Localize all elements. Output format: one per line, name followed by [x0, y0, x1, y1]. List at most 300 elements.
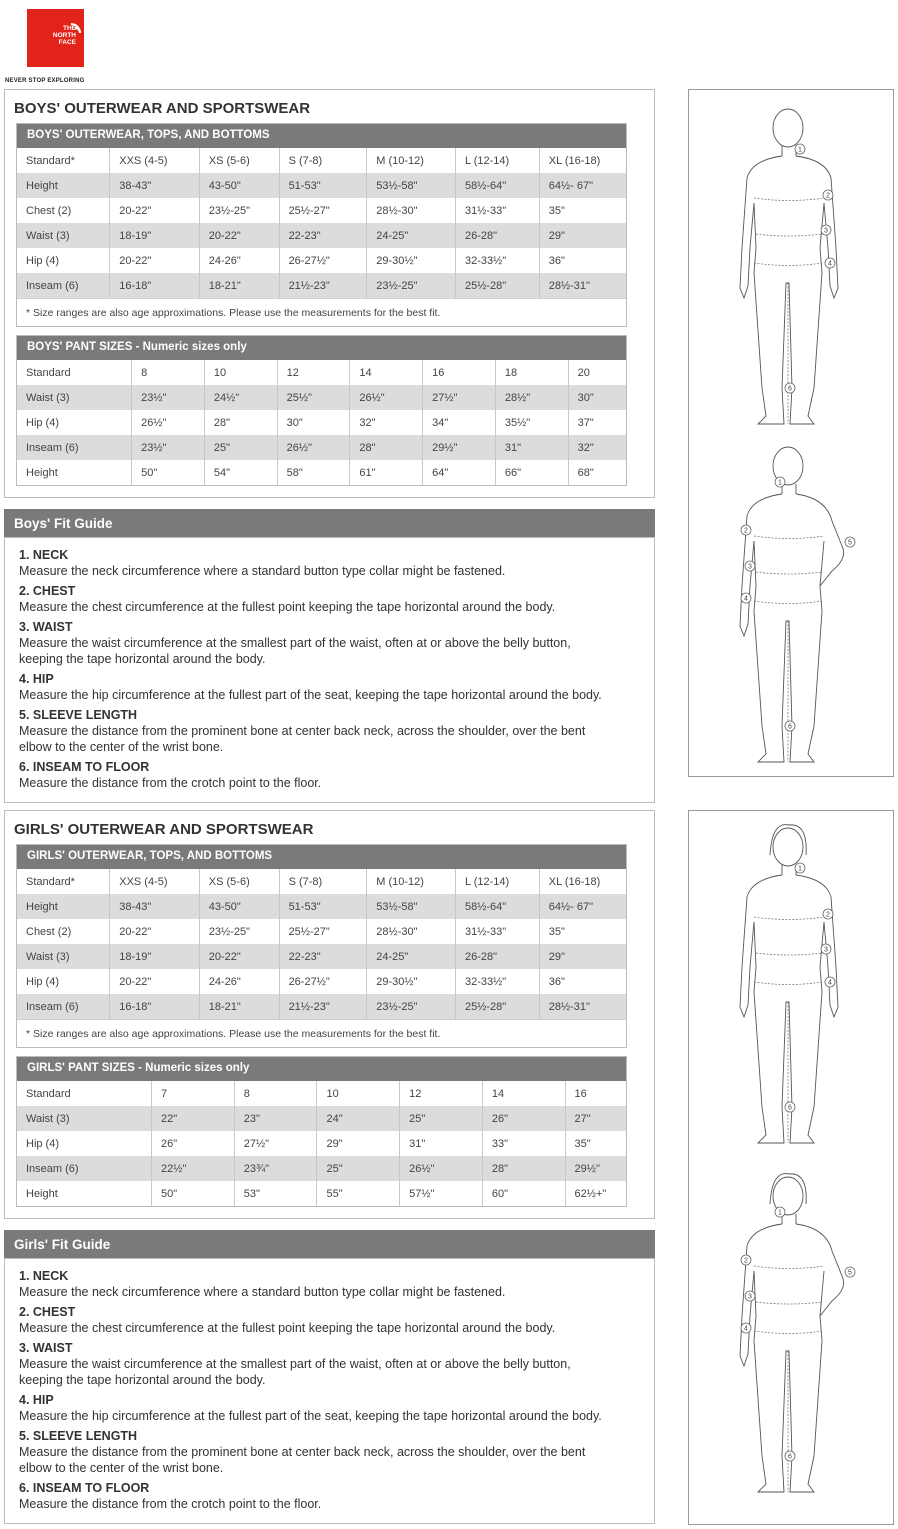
- table-cell: 22½": [152, 1156, 235, 1181]
- table-cell: 30": [568, 385, 626, 410]
- hair: [770, 1174, 806, 1204]
- table-cell: 23½-25": [199, 198, 279, 223]
- table-cell: 27": [565, 1106, 626, 1131]
- measurement-marker: [745, 1291, 755, 1301]
- neck: [782, 146, 796, 156]
- table-header: BOYS' PANT SIZES - Numeric sizes only: [17, 336, 626, 360]
- table-cell: 58": [277, 460, 350, 485]
- fit-guide-item-title: 1. NECK: [19, 548, 69, 562]
- table-cell: Standard*: [26, 154, 75, 167]
- table-cell: Inseam (6): [17, 273, 110, 298]
- table-cell: 23½": [132, 435, 205, 460]
- boys-section-title: BOYS' OUTERWEAR AND SPORTSWEAR: [14, 100, 311, 117]
- table-row: [17, 385, 626, 410]
- table-cell: 53": [234, 1181, 317, 1206]
- fit-guide-item-text: Measure the chest circumference at the fullest point keeping the tape horizontal around the body.: [19, 600, 556, 614]
- table-cell: 28½-31": [539, 273, 626, 298]
- table-cell: 32-33½": [455, 969, 539, 994]
- table-header: GIRLS' OUTERWEAR, TOPS, AND BOTTOMS: [17, 845, 626, 869]
- size-table: [17, 148, 626, 298]
- fit-guide-item-title: 6. INSEAM TO FLOOR: [19, 760, 150, 774]
- fit-guide-item: [19, 1304, 555, 1336]
- chest-tape: [754, 1266, 824, 1269]
- measurement-marker: [825, 977, 835, 987]
- table-cell: 18-19": [110, 223, 200, 248]
- table-cell: Height: [26, 466, 58, 479]
- table-cell: 29": [539, 944, 626, 969]
- table-cell: 29": [539, 223, 626, 248]
- table-cell: 64½- 67": [539, 894, 626, 919]
- svg-text:2: 2: [826, 192, 830, 200]
- table-cell: 25½-28": [455, 273, 539, 298]
- fit-guide-item-title: 3. WAIST: [19, 1341, 73, 1355]
- fit-guide-item: [19, 1340, 571, 1388]
- table-cell: 27½": [234, 1131, 317, 1156]
- table-cell: 35": [539, 198, 626, 223]
- table-cell: M (10-12): [367, 148, 456, 173]
- table-row: [17, 410, 626, 435]
- svg-text:4: 4: [744, 1325, 748, 1333]
- table-cell: 18: [495, 360, 568, 385]
- table-cell: 28½-30": [367, 198, 456, 223]
- table-cell: 43-50": [199, 894, 279, 919]
- fit-guide-item-text: keeping the tape horizontal around the body.: [19, 652, 266, 666]
- table-cell: 8: [132, 360, 205, 385]
- table-cell: 26": [482, 1106, 565, 1131]
- table-cell: 25½-27": [279, 919, 367, 944]
- size-table: [17, 1081, 626, 1206]
- measurement-marker: [741, 525, 751, 535]
- table-cell: 23½-25": [367, 273, 456, 298]
- svg-text:4: 4: [744, 595, 748, 603]
- measurement-marker: [775, 1207, 785, 1217]
- table-row: [17, 1156, 626, 1181]
- table-cell: Waist (3): [17, 385, 132, 410]
- table-row: [17, 994, 626, 1019]
- fit-guide-item-text: Measure the distance from the prominent bone at center back neck, across the shoulder, over the bent: [19, 724, 586, 738]
- table-cell: 31½-33": [455, 919, 539, 944]
- chest-tape: [754, 536, 824, 539]
- table-cell: 24-26": [199, 248, 279, 273]
- svg-text:3: 3: [748, 1293, 752, 1301]
- measurement-marker: [785, 383, 795, 393]
- table-cell: 53½-58": [367, 173, 456, 198]
- table-cell: S (7-8): [279, 148, 367, 173]
- table-row: [17, 435, 626, 460]
- table-cell: 23½-25": [199, 919, 279, 944]
- fit-guide-item: [19, 1428, 585, 1476]
- svg-text:2: 2: [744, 527, 748, 535]
- boys-figure-panel: [688, 89, 894, 777]
- table-cell: XXS (4-5): [110, 869, 200, 894]
- table-cell: Standard: [26, 366, 71, 379]
- table-cell: 25½-27": [279, 198, 367, 223]
- table-cell: 14: [350, 360, 423, 385]
- table-cell: 24½": [204, 385, 277, 410]
- table-cell: 25½": [277, 385, 350, 410]
- table-cell: Chest (2): [26, 204, 72, 217]
- table-cell: Standard*: [26, 875, 75, 888]
- svg-text:3: 3: [824, 227, 828, 235]
- table-cell: Standard: [26, 1087, 71, 1100]
- fit-guide-item-title: 1. NECK: [19, 1269, 69, 1283]
- measurement-marker: [785, 1451, 795, 1461]
- fit-guide-item-text: Measure the distance from the crotch point to the floor.: [19, 1497, 322, 1511]
- fit-guide-item: [19, 707, 585, 755]
- size-note: * Size ranges are also age approximations. Please use the measurements for the best fit.: [17, 1019, 626, 1047]
- table-cell: 27½": [423, 385, 496, 410]
- fit-guide-item-text: Measure the chest circumference at the fullest point keeping the tape horizontal around the body.: [19, 1321, 556, 1335]
- table-cell: 18-21": [199, 273, 279, 298]
- measurement-marker: [745, 561, 755, 571]
- table-cell: 35": [565, 1131, 626, 1156]
- waist-tape: [756, 1302, 822, 1304]
- left-arm: [740, 156, 782, 298]
- table-cell: 20-22": [110, 969, 200, 994]
- measurement-marker: [741, 593, 751, 603]
- fit-guide-item-text: Measure the hip circumference at the fullest part of the seat, keeping the tape horizontal around the body.: [19, 1409, 602, 1423]
- table-row: [17, 460, 626, 485]
- table-cell: 16-18": [110, 994, 200, 1019]
- table-cell: 28½": [495, 385, 568, 410]
- measurement-marker: [823, 909, 833, 919]
- hip-tape: [754, 982, 822, 985]
- measurement-marker: [795, 863, 805, 873]
- table-cell: 21½-23": [279, 273, 367, 298]
- table-cell: 12: [400, 1081, 483, 1106]
- table-cell: Inseam (6): [17, 1156, 152, 1181]
- table-row: [17, 1081, 626, 1106]
- table-cell: 29½": [565, 1156, 626, 1181]
- table-cell: 43-50": [199, 173, 279, 198]
- girl-back-figure: [689, 1156, 895, 1521]
- table-cell: 24-25": [367, 944, 456, 969]
- table-header: GIRLS' PANT SIZES - Numeric sizes only: [17, 1057, 626, 1081]
- table-cell: 51-53": [279, 894, 367, 919]
- brand-tagline: NEVER STOP EXPLORING: [5, 78, 85, 84]
- table-cell: 29½": [423, 435, 496, 460]
- table-cell: 50": [132, 460, 205, 485]
- table-cell: 20: [568, 360, 626, 385]
- fit-guide-item-title: 4. HIP: [19, 672, 54, 686]
- table-cell: 26½": [350, 385, 423, 410]
- table-cell: Waist (3): [17, 223, 110, 248]
- head: [773, 828, 803, 866]
- table-cell: Inseam (6): [17, 994, 110, 1019]
- table-cell: Waist (3): [17, 1106, 152, 1131]
- measurement-marker: [845, 537, 855, 547]
- table-cell: M (10-12): [367, 869, 456, 894]
- left-arm: [740, 875, 782, 1017]
- table-cell: XS (5-6): [199, 869, 279, 894]
- girls-fit-guide: [4, 1258, 655, 1524]
- waist-tape: [756, 572, 822, 574]
- fit-guide-item-title: 2. CHEST: [19, 1305, 76, 1319]
- table-cell: Hip (4): [26, 975, 60, 988]
- table-cell: 20-22": [110, 248, 200, 273]
- table-row: [17, 1106, 626, 1131]
- fit-guide-item: [19, 583, 555, 615]
- fit-guide-item: [19, 1392, 602, 1424]
- table-cell: 26½": [132, 410, 205, 435]
- table-cell: 28": [204, 410, 277, 435]
- fit-guide-item-title: 5. SLEEVE LENGTH: [19, 708, 138, 722]
- table-row: [17, 1181, 626, 1206]
- table-cell: 21½-23": [279, 994, 367, 1019]
- table-cell: 20-22": [199, 944, 279, 969]
- boy-back-figure: [689, 430, 895, 775]
- table-row: [17, 360, 626, 385]
- table-cell: Inseam (6): [17, 435, 132, 460]
- table-cell: 20-22": [110, 919, 200, 944]
- chest-tape: [754, 198, 824, 201]
- measurement-marker: [821, 225, 831, 235]
- table-row: [17, 173, 626, 198]
- measurement-marker: [795, 144, 805, 154]
- table-cell: 16: [565, 1081, 626, 1106]
- chest-tape: [754, 917, 824, 920]
- svg-text:1: 1: [778, 1209, 782, 1217]
- boy-front-figure: [689, 90, 895, 430]
- table-row: [17, 273, 626, 298]
- table-cell: 66": [495, 460, 568, 485]
- table-cell: 37": [568, 410, 626, 435]
- fit-guide-item-text: elbow to the center of the wrist bone.: [19, 740, 224, 754]
- table-row: [17, 944, 626, 969]
- table-row: [17, 248, 626, 273]
- measurement-marker: [741, 1323, 751, 1333]
- table-cell: 38-43": [110, 894, 200, 919]
- svg-text:1: 1: [778, 479, 782, 487]
- table-cell: Hip (4): [26, 1137, 60, 1150]
- table-row: [17, 894, 626, 919]
- fit-guide-item-text: Measure the waist circumference at the smallest part of the waist, often at or above the belly button,: [19, 1357, 571, 1371]
- girls-pants-table: [16, 1056, 627, 1207]
- table-cell: 18-19": [110, 944, 200, 969]
- table-cell: 26½": [400, 1156, 483, 1181]
- svg-text:1: 1: [798, 146, 802, 154]
- svg-text:2: 2: [744, 1257, 748, 1265]
- girl-front-figure: [689, 811, 895, 1156]
- table-cell: 64": [423, 460, 496, 485]
- table-cell: 28": [482, 1156, 565, 1181]
- table-cell: 68": [568, 460, 626, 485]
- fit-guide-item-text: Measure the neck circumference where a standard button type collar might be fastened.: [19, 1285, 506, 1299]
- table-cell: 22-23": [279, 944, 367, 969]
- table-cell: 57½": [400, 1181, 483, 1206]
- table-cell: 8: [234, 1081, 317, 1106]
- table-cell: 25": [400, 1106, 483, 1131]
- table-cell: 51-53": [279, 173, 367, 198]
- table-cell: L (12-14): [455, 869, 539, 894]
- fit-guide-item: [19, 547, 505, 579]
- table-cell: 35½": [495, 410, 568, 435]
- fit-guide-item-title: 3. WAIST: [19, 620, 73, 634]
- measurement-marker: [845, 1267, 855, 1277]
- table-cell: 23½": [132, 385, 205, 410]
- table-cell: 26-28": [455, 223, 539, 248]
- boys-pants-table: [16, 335, 627, 486]
- table-cell: 22-23": [279, 223, 367, 248]
- fit-guide-item: [19, 1480, 321, 1512]
- svg-text:4: 4: [828, 260, 832, 268]
- table-cell: XS (5-6): [199, 148, 279, 173]
- table-cell: 16-18": [110, 273, 200, 298]
- table-cell: 34": [423, 410, 496, 435]
- table-cell: 54": [204, 460, 277, 485]
- table-cell: 26½": [277, 435, 350, 460]
- table-cell: 26": [152, 1131, 235, 1156]
- neck: [782, 865, 796, 875]
- table-cell: 38-43": [110, 173, 200, 198]
- table-cell: XXS (4-5): [110, 148, 200, 173]
- waist-tape: [756, 953, 822, 955]
- measurement-marker: [785, 1102, 795, 1112]
- fit-guide-item-title: 6. INSEAM TO FLOOR: [19, 1481, 150, 1495]
- table-cell: 24-26": [199, 969, 279, 994]
- girls-figure-panel: [688, 810, 894, 1525]
- table-cell: 23": [234, 1106, 317, 1131]
- table-row: [17, 223, 626, 248]
- svg-text:4: 4: [828, 979, 832, 987]
- table-cell: 14: [482, 1081, 565, 1106]
- table-cell: Waist (3): [17, 944, 110, 969]
- table-cell: 10: [204, 360, 277, 385]
- table-cell: 25½-28": [455, 994, 539, 1019]
- table-cell: 60": [482, 1181, 565, 1206]
- fit-guide-item-text: Measure the neck circumference where a standard button type collar might be fastened.: [19, 564, 506, 578]
- table-cell: 25": [204, 435, 277, 460]
- fit-guide-item-text: Measure the distance from the crotch point to the floor.: [19, 776, 322, 790]
- table-cell: 23¾": [234, 1156, 317, 1181]
- svg-text:6: 6: [788, 1453, 792, 1461]
- hip-tape: [754, 263, 822, 266]
- size-note: * Size ranges are also age approximations. Please use the measurements for the best fit.: [17, 298, 626, 326]
- table-cell: 55": [317, 1181, 400, 1206]
- table-cell: 26-28": [455, 944, 539, 969]
- svg-text:6: 6: [788, 385, 792, 393]
- svg-text:6: 6: [788, 723, 792, 731]
- girls-tops-table: [16, 844, 627, 1048]
- table-cell: Chest (2): [26, 925, 72, 938]
- table-header: BOYS' OUTERWEAR, TOPS, AND BOTTOMS: [17, 124, 626, 148]
- table-cell: 26-27½": [279, 248, 367, 273]
- table-cell: 16: [423, 360, 496, 385]
- table-cell: 32-33½": [455, 248, 539, 273]
- table-cell: S (7-8): [279, 869, 367, 894]
- table-row: [17, 919, 626, 944]
- table-row: [17, 969, 626, 994]
- boys-fit-guide: [4, 537, 655, 803]
- fit-guide-item: [19, 1268, 505, 1300]
- table-cell: 24": [317, 1106, 400, 1131]
- table-cell: 29-30½": [367, 248, 456, 273]
- table-cell: 12: [277, 360, 350, 385]
- table-cell: 28½-31": [539, 994, 626, 1019]
- table-cell: 31": [495, 435, 568, 460]
- table-cell: 32": [350, 410, 423, 435]
- fit-guide-item-title: 5. SLEEVE LENGTH: [19, 1429, 138, 1443]
- table-cell: 31": [400, 1131, 483, 1156]
- head: [773, 109, 803, 147]
- fit-guide-item-title: 2. CHEST: [19, 584, 76, 598]
- fit-guide-item-text: Measure the hip circumference at the fullest part of the seat, keeping the tape horizontal around the body.: [19, 688, 602, 702]
- table-cell: 50": [152, 1181, 235, 1206]
- table-cell: 61": [350, 460, 423, 485]
- fit-guide-item: [19, 619, 571, 667]
- measurement-marker: [825, 258, 835, 268]
- measurement-marker: [785, 721, 795, 731]
- table-cell: 24-25": [367, 223, 456, 248]
- size-table: [17, 360, 626, 485]
- table-cell: 20-22": [199, 223, 279, 248]
- svg-text:3: 3: [824, 946, 828, 954]
- table-cell: 64½- 67": [539, 173, 626, 198]
- table-cell: XL (16-18): [539, 869, 626, 894]
- table-cell: 36": [539, 969, 626, 994]
- table-cell: L (12-14): [455, 148, 539, 173]
- waist-tape: [756, 234, 822, 236]
- girls-section-title: GIRLS' OUTERWEAR AND SPORTSWEAR: [14, 821, 314, 838]
- table-row: [17, 148, 626, 173]
- measurement-marker: [775, 477, 785, 487]
- svg-text:3: 3: [748, 563, 752, 571]
- svg-text:5: 5: [848, 539, 852, 547]
- table-cell: 20-22": [110, 198, 200, 223]
- table-cell: 35": [539, 919, 626, 944]
- table-cell: 58½-64": [455, 894, 539, 919]
- table-cell: 25": [317, 1156, 400, 1181]
- measurement-marker: [741, 1255, 751, 1265]
- svg-text:5: 5: [848, 1269, 852, 1277]
- table-cell: 31½-33": [455, 198, 539, 223]
- measurement-marker: [821, 944, 831, 954]
- boys-tops-table: [16, 123, 627, 327]
- svg-text:1: 1: [798, 865, 802, 873]
- boys-fit-guide-header: Boys' Fit Guide: [4, 509, 655, 537]
- hip-tape: [754, 601, 822, 604]
- fit-guide-item-text: elbow to the center of the wrist bone.: [19, 1461, 224, 1475]
- brand-logo: THE NORTH FACE: [27, 9, 84, 67]
- fit-guide-item-text: keeping the tape horizontal around the body.: [19, 1373, 266, 1387]
- table-row: [17, 198, 626, 223]
- table-cell: 30": [277, 410, 350, 435]
- hip-tape: [754, 1331, 822, 1334]
- hair: [770, 825, 806, 855]
- table-cell: 62½+": [565, 1181, 626, 1206]
- girls-fit-guide-header: Girls' Fit Guide: [4, 1230, 655, 1258]
- table-cell: 33": [482, 1131, 565, 1156]
- table-cell: Hip (4): [26, 416, 60, 429]
- measurement-marker: [823, 190, 833, 200]
- table-cell: Height: [17, 894, 110, 919]
- table-cell: 10: [317, 1081, 400, 1106]
- size-table: [17, 869, 626, 1019]
- table-cell: 28": [350, 435, 423, 460]
- fit-guide-item-text: Measure the waist circumference at the smallest part of the waist, often at or above the belly button,: [19, 636, 571, 650]
- fit-guide-item-title: 4. HIP: [19, 1393, 54, 1407]
- table-cell: 32": [568, 435, 626, 460]
- fit-guide-item: [19, 759, 321, 791]
- fit-guide-item-text: Measure the distance from the prominent bone at center back neck, across the shoulder, over the bent: [19, 1445, 586, 1459]
- table-cell: 28½-30": [367, 919, 456, 944]
- svg-text:6: 6: [788, 1104, 792, 1112]
- table-cell: XL (16-18): [539, 148, 626, 173]
- right-arm: [796, 156, 838, 298]
- table-cell: 7: [152, 1081, 235, 1106]
- table-row: [17, 869, 626, 894]
- table-cell: 22": [152, 1106, 235, 1131]
